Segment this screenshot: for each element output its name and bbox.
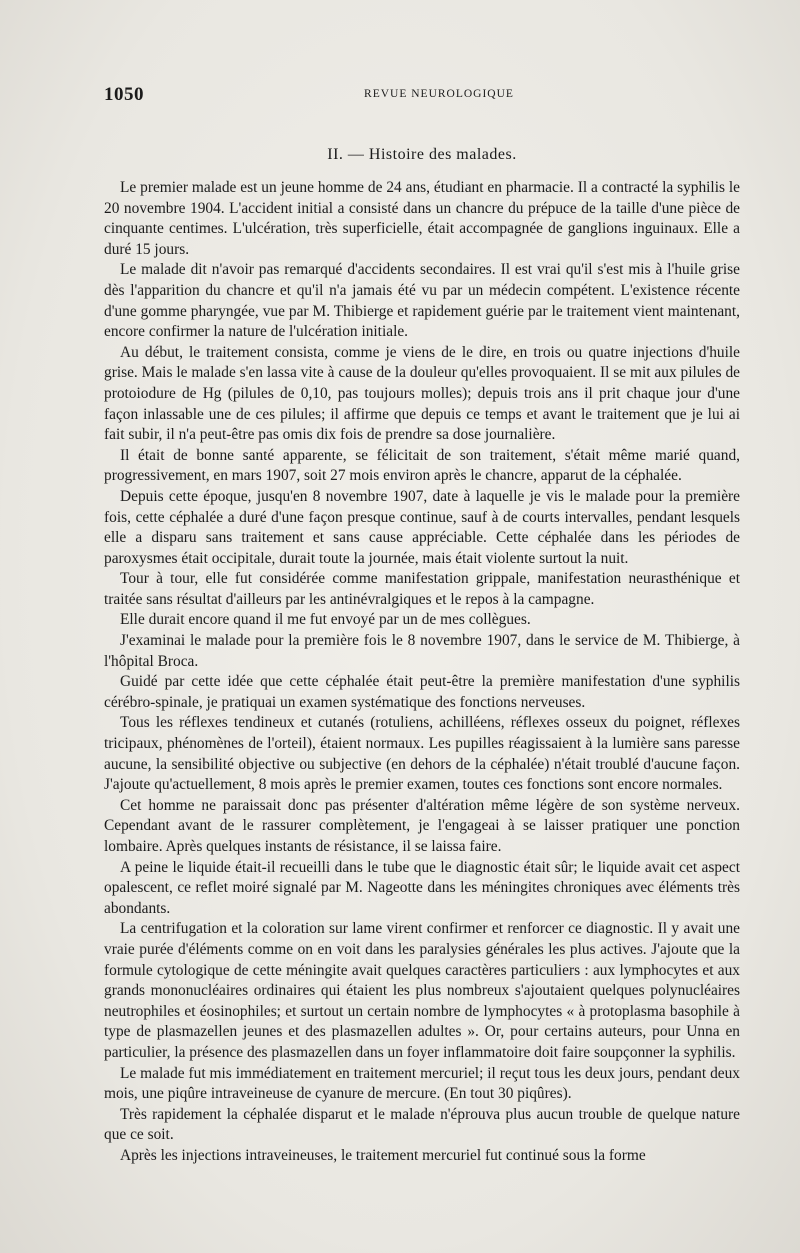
paragraph: Il était de bonne santé apparente, se félicitait de son traitement, s'était même marié quand, progressivement, en mars 1907, soit 27 mois environ après le chancre, apparut de la céphalée. bbox=[104, 446, 740, 485]
paragraph: Le premier malade est un jeune homme de 24 ans, étudiant en pharmacie. Il a contracté la syphilis le 20 novembre 1904. L'accident initial a consisté dans un chancre du prépuce de la taille d'une pièce de cinquante centimes. L'ulcération, très superficielle, était accompagnée de ganglions inguinaux. Elle a duré 15 jours. bbox=[104, 179, 740, 258]
paragraph: Tour à tour, elle fut considérée comme manifestation grippale, manifestation neurasthénique et traitée sans résultat d'ailleurs par les antinévralgiques et le repos à la campagne. bbox=[104, 570, 740, 608]
paragraph: La centrifugation et la coloration sur lame virent confirmer et renforcer ce diagnostic. Il y avait une vraie purée d'éléments comme on en voit dans les paralysies générales les plus actives. J'ajoute que la formule cytologique de cette méningite avait quelques caractères particuliers : aux lymphocytes et aux grands mononucléaires ordinaires qui étaient les plus nombreux s'ajoutaient quelques polynucléaires neutrophiles et éosinophiles; et surtout un certain nombre de lymphocytes « à protoplasma basophile à type de plasmazellen jeunes et des plasmazellen adultes ». Or, pour certains auteurs, pour Unna en particulier, la présence des plasmazellen dans un foyer inflammatoire doit faire soupçonner la syphilis. bbox=[104, 920, 740, 1061]
journal-title: REVUE NEUROLOGIQUE bbox=[364, 88, 514, 100]
paragraph: Guidé par cette idée que cette céphalée était peut-être la première manifestation d'une syphilis cérébro-spinale, je pratiquai un examen systématique des fonctions nerveuses. bbox=[104, 673, 740, 711]
paragraph: Le malade dit n'avoir pas remarqué d'accidents secondaires. Il est vrai qu'il s'est mis à l'huile grise dès l'apparition du chancre et qu'il n'a jamais été vu par un médecin compétent. L'existence récente d'une gomme pharyngée, vue par M. Thibierge et rapidement guérie par le traitement vient maintenant, encore confirmer la nature de l'ulcération initiale. bbox=[104, 261, 740, 341]
paragraph: Depuis cette époque, jusqu'en 8 novembre 1907, date à laquelle je vis le malade pour la première fois, cette céphalée a duré d'une façon presque continue, sauf à de courts intervalles, pendant lesquels elle a disparu sans traitement et sans cause appréciable. Cette céphalée dans les périodes de paroxysmes était occipitale, durait toute la journée, mais était violente surtout la nuit. bbox=[104, 487, 740, 567]
paragraph: Tous les réflexes tendineux et cutanés (rotuliens, achilléens, réflexes osseux du poignet, réflexes tricipaux, phénomènes de l'orteil), étaient normaux. Les pupilles réagissaient à la lumière sans paresse aucune, la sensibilité objective ou subjective (en dehors de la céphalée) n'était troublé d'aucune façon. J'ajoute qu'actuellement, 8 mois après le premier examen, toutes ces fonctions sont encore normales. bbox=[104, 714, 740, 794]
paragraph: Le malade fut mis immédiatement en traitement mercuriel; il reçut tous les deux jours, pendant deux mois, une piqûre intraveineuse de cyanure de mercure. (En tout 30 piqûres). bbox=[104, 1064, 740, 1103]
paragraph: Au début, le traitement consista, comme je viens de le dire, en trois ou quatre injections d'huile grise. Mais le malade s'en lassa vite à cause de la douleur qu'elles provoquaient. Il se mit aux pilules de protoiodure de Hg (pilules de 0,10, pas toujours molles); depuis trois ans il prit chaque jour d'une façon inlassable une de ces pilules; il affirme que depuis ce temps et avant le traitement que je lui ai fait subir, il n'a peut-être pas omis dix fois de prendre sa dose journalière. bbox=[104, 343, 740, 444]
page-number: 1050 bbox=[104, 84, 144, 105]
paragraph: Après les injections intraveineuses, le traitement mercuriel fut continué sous la forme bbox=[120, 1146, 646, 1164]
paragraph: Très rapidement la céphalée disparut et le malade n'éprouva plus aucun trouble de quelque nature que ce soit. bbox=[104, 1105, 740, 1144]
section-title: II. — Histoire des malades. bbox=[327, 146, 517, 163]
paragraph: A peine le liquide était-il recueilli dans le tube que le diagnostic était sûr; le liquide avait cet aspect opalescent, ce reflet moiré signalé par M. Nageotte dans les méningites chroniques avec éléments très abondants. bbox=[104, 858, 740, 917]
paragraph: J'examinai le malade pour la première fois le 8 novembre 1907, dans le service de M. Thibierge, à l'hôpital Broca. bbox=[104, 632, 740, 670]
page-header bbox=[104, 84, 724, 104]
paragraph: Cet homme ne paraissait donc pas présenter d'altération même légère de son système nerveux. Cependant avant de le rassurer complètement, je l'engageai à se laisser pratiquer une ponction lombaire. Après quelques instants de résistance, il se laissa faire. bbox=[104, 796, 740, 855]
body-text bbox=[104, 178, 740, 1167]
paragraph: Elle durait encore quand il me fut envoyé par un de mes collègues. bbox=[120, 611, 531, 629]
